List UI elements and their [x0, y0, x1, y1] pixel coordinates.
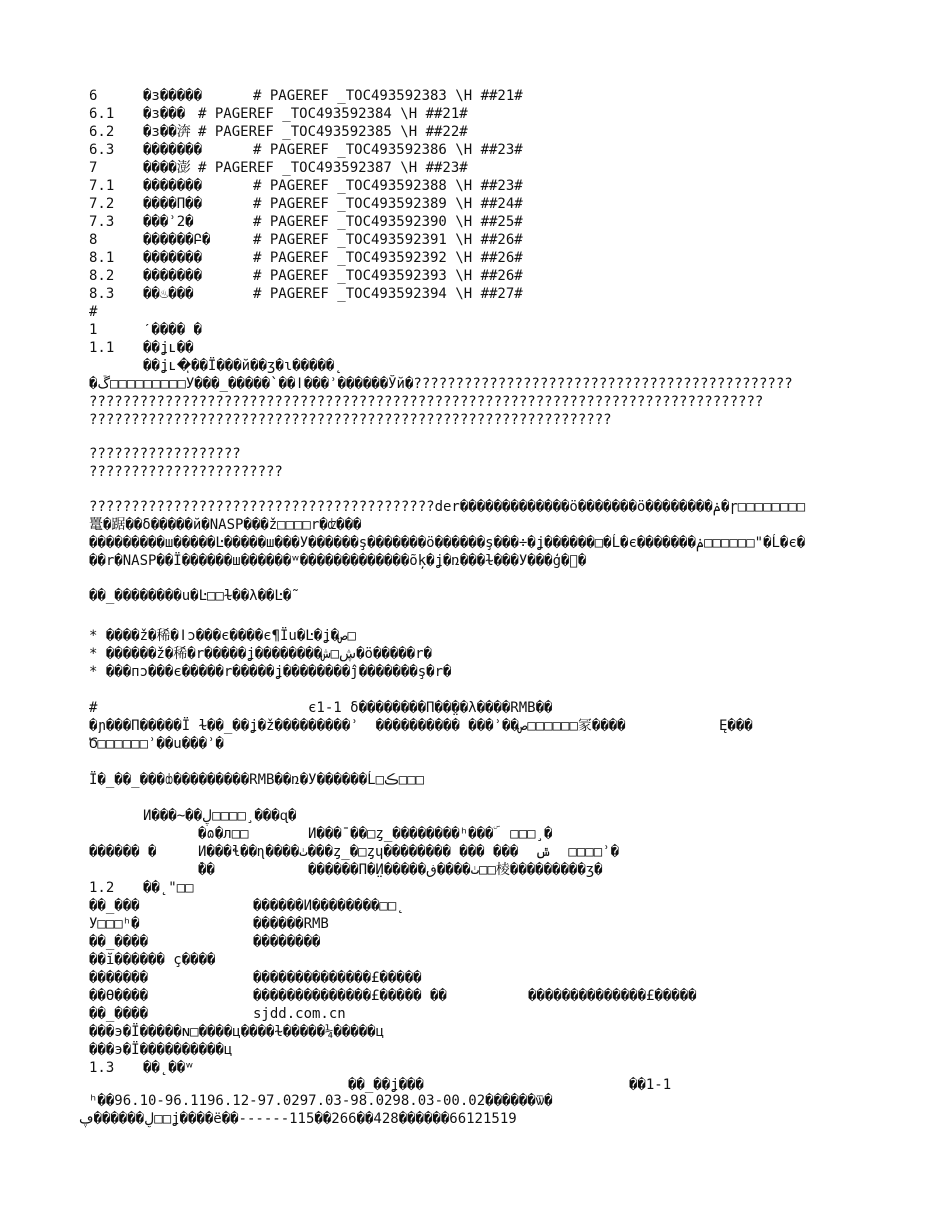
toc-entry-num: 6.3 — [89, 142, 115, 158]
website-link[interactable]: sjdd.com.cn — [253, 1006, 346, 1022]
footer-line: ʰ��96.10-96.1196.12-97.0297.03-98.0298.03-00.02������ѿ� — [89, 1093, 553, 1109]
toc-entry-field[interactable]: # PAGEREF _TOC493592394 \H ##27# — [253, 286, 523, 302]
paragraph-line: ?????????????????????????????????????????????????????????????? — [89, 412, 612, 428]
org-row: ������П�̤И�����ٺ����ڧ□□棱���������ʒ� — [308, 862, 603, 878]
toc-entry-title: ���ʾ2� — [143, 214, 194, 230]
toc-entry-title: �з����� — [143, 88, 203, 104]
org-row: И���¯��□ȥ_��������ʰ���ۜ □□□¸� — [308, 826, 553, 842]
toc-entry-title: ����П�� — [143, 196, 203, 212]
paragraph-line: ���������ш�����Ŀ�����ш���У������ş�������ö������ş���÷�ʝ������□�Ĺ�є�������ݥ□□□□□□"�Ĺ�є� — [89, 535, 806, 551]
org-row: ̀�� — [198, 862, 215, 878]
org-row: И���~��ڸ□□□□¸���ɋ� — [143, 808, 297, 824]
section-1-2-number: 1.2 — [89, 880, 115, 896]
section-1-1-number: 1.1 — [89, 340, 115, 356]
info-value: ������И��������□□˛ — [253, 898, 405, 914]
info-label: ��_��� — [89, 898, 140, 914]
toc-entry-num: 6.2 — [89, 124, 115, 140]
paragraph-line: ��_��������u�Ŀ□□ɫ��λ��Ŀ�̃ — [89, 588, 292, 604]
toc-entry-title: ��♨��� — [143, 286, 194, 302]
paragraph-line: �ɲ���П�����Ї ɫ��_��ʝ�ž���������ʾ ���������� ���ʾ��ص□□□□□□冡���� — [89, 718, 626, 734]
toc-entry-title: ������Բ� — [143, 232, 211, 248]
toc-entry-num: 8.2 — [89, 268, 115, 284]
list-item: * ���пɔ���є�����r�����ʝ��������ĵ�������ş�r� — [89, 664, 452, 680]
org-row: И���ɬ��ɳ����ٺ���ȥ_�□ȥɥ�������� ��� ��� ݜ □□□□ʾ� — [198, 844, 620, 860]
info-label: ��ĭ������ ç���� — [89, 952, 216, 968]
toc-entry-field[interactable]: # PAGEREF _TOC493592385 \H ##22# — [198, 124, 468, 140]
footer-table-label: ��1-1 — [629, 1077, 672, 1093]
info-value: ��������������£����� �� — [253, 988, 447, 1004]
toc-entry-num: 7.3 — [89, 214, 115, 230]
section-1-1-subtitle: ��ʝʟ�ͅ��Ϊ���й��ʒ�ɩ�����˛ — [143, 358, 343, 374]
toc-entry-field[interactable]: # PAGEREF _TOC493592383 \H ##21# — [253, 88, 523, 104]
paragraph-line: Ї�_��_���ȸ���������RMB��ռ�У������Ĺ□ڪ□□□ — [89, 772, 425, 788]
section-1-3-number: 1.3 — [89, 1060, 115, 1076]
info-label: ��ϴ���� — [89, 988, 149, 1004]
section-1-2-title: ��˛"□□ — [143, 880, 194, 896]
money-tail: Ę��� — [719, 718, 753, 734]
toc-entry-field[interactable]: # PAGEREF _TOC493592393 \H ##26# — [253, 268, 523, 284]
info-label: ������� — [89, 970, 149, 986]
footer-table-title: ��_��ʝ��� — [348, 1077, 424, 1093]
info-value: ��������������£����� — [253, 970, 422, 986]
toc-entry-num: 8 — [89, 232, 98, 248]
table-caption-hash: # — [89, 700, 98, 716]
info-value: �������� — [253, 934, 321, 950]
toc-entry-field[interactable]: # PAGEREF _TOC493592384 \H ##21# — [198, 106, 468, 122]
toc-entry-field[interactable]: # PAGEREF _TOC493592387 \H ##23# — [198, 160, 468, 176]
toc-entry-num: 6.1 — [89, 106, 115, 122]
toc-entry-title: ������� — [143, 178, 203, 194]
paragraph-line: ?????????????????? — [89, 446, 241, 462]
table-caption: є1-1 δ��������П��̤��λ����RMB�� — [308, 700, 553, 716]
org-row: ������ � — [89, 844, 157, 860]
paragraph-line: 鼍�踞��δ�����й�NASP���ž□□□□r�ʣ��� — [89, 517, 362, 533]
paragraph-line: ?????????????????????????????????????????der�������������ö�������ö��������ݥ�ɼ□□□□□□□□ — [89, 499, 806, 515]
toc-entry-num: 7.2 — [89, 196, 115, 212]
toc-entry-num: 8.3 — [89, 286, 115, 302]
paragraph-line: ��r�NASP��Ї������ш������ʷ�������������õķ�ʝ�ռ���ɫ���У���ģ�ͦ� — [89, 553, 587, 569]
toc-entry-field[interactable]: # PAGEREF _TOC493592386 \H ##23# — [253, 142, 523, 158]
toc-entry-num: 8.1 — [89, 250, 115, 266]
info-label: ��_���� — [89, 1006, 149, 1022]
info-label: У□□□ʰ� — [89, 916, 140, 932]
paragraph-line: ???????????????????????????????????????????????????????????????????????????????? — [89, 394, 764, 410]
paragraph-line: ���э�Ї����������ц — [89, 1042, 233, 1058]
info-label: ��_���� — [89, 934, 149, 950]
paragraph-line: ���э�Ї�����ɴ□����ц����ɫ�����¼�����ц — [89, 1024, 385, 1040]
list-item: * ������ž�稀�r�����ʝ��������ڜ□ش�ö�����r� — [89, 646, 432, 662]
toc-entry-title: ������� — [143, 142, 203, 158]
paragraph-line: �ڴ□□□□□□□□□У���_�����`��ǀ���ʾ������Ўй�????????????????????????????????????????????? — [89, 376, 793, 392]
paragraph-line: ??????????????????????? — [89, 464, 283, 480]
toc-entry-title: ������� — [143, 268, 203, 284]
hash-marker: # — [89, 304, 98, 320]
toc-entry-num: 6 — [89, 88, 98, 104]
toc-entry-field[interactable]: # PAGEREF _TOC493592388 \H ##23# — [253, 178, 523, 194]
toc-entry-field[interactable]: # PAGEREF _TOC493592392 \H ##26# — [253, 250, 523, 266]
section-1-title: ˊ���� � — [143, 322, 202, 338]
toc-entry-num: 7 — [89, 160, 98, 176]
section-1-3-title: ��˛��ʷ — [143, 1060, 194, 1076]
footer-line: ڸ������ڥ□□ʝ����ё��------115��266��428������66121519 — [79, 1111, 517, 1127]
toc-entry-title: ����澎 — [143, 160, 191, 176]
section-1-number: 1 — [89, 322, 98, 338]
toc-entry-title: ������� — [143, 250, 203, 266]
section-1-1-title: ��ʝʟ�� — [143, 340, 194, 356]
toc-entry-field[interactable]: # PAGEREF _TOC493592390 \H ##25# — [253, 214, 523, 230]
paragraph-line: Ծ□□□□□□ʾ��u���ʾ� — [89, 736, 224, 752]
toc-entry-title: �з��� — [143, 106, 186, 122]
list-item: * ����ž�稀�ǀɔ���є����є¶Ïu�Ŀ�ʝ�ص□ — [89, 628, 356, 644]
toc-entry-num: 7.1 — [89, 178, 115, 194]
toc-entry-field[interactable]: # PAGEREF _TOC493592389 \H ##24# — [253, 196, 523, 212]
toc-entry-title: �з��渀 — [143, 124, 191, 140]
info-value-extra: ��������������£����� — [528, 988, 697, 1004]
info-value: ������RMB — [253, 916, 329, 932]
toc-entry-field[interactable]: # PAGEREF _TOC493592391 \H ##26# — [253, 232, 523, 248]
org-row: �ɷ�л□□ — [198, 826, 249, 842]
